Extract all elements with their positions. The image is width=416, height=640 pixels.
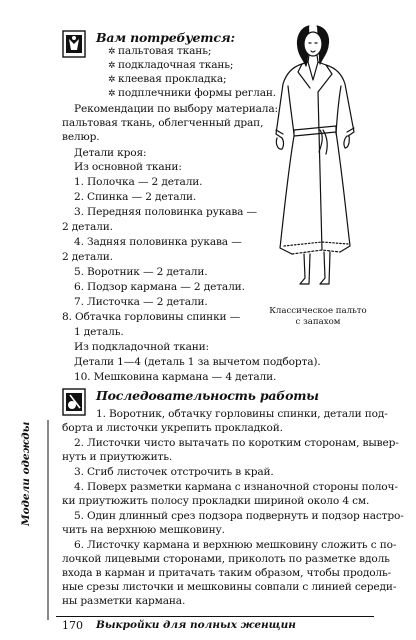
sequence-line: входа в карман и притачать таким образом, чтобы продоль- (62, 567, 392, 579)
sequence-line: 2. Листочки чисто вытачать по коротким сторонам, вывер- (74, 437, 399, 449)
recommend-line: пальтовая ткань, облегченный драп, (62, 117, 264, 129)
recommend-line: Рекомендации по выбору материала: (74, 103, 278, 115)
materials-box-icon (62, 30, 86, 58)
sequence-line: 4. Поверх разметки кармана с изнаночной стороны полоч- (74, 481, 398, 493)
book-title: Выкройки для полных женщин (96, 619, 296, 631)
material-item: ✲ пальтовая ткань; (108, 45, 212, 57)
recommend-line: велюр. (62, 131, 100, 143)
sequence-line: борта и листочки укрепить прокладкой. (62, 422, 283, 434)
side-section-title: Модели одежды (20, 421, 32, 526)
sequence-line: 3. Сгиб листочек отстрочить в край. (74, 466, 274, 478)
footer-rule (56, 616, 374, 617)
parts-line: 8. Обтачка горловины спинки — (62, 311, 241, 323)
parts-line: 7. Листочка — 2 детали. (74, 296, 208, 308)
parts-line: 4. Задняя половинка рукава — (74, 236, 242, 248)
parts-line: 2 детали. (62, 251, 113, 263)
parts-line: 5. Воротник — 2 детали. (74, 266, 208, 278)
page-number: 170 (62, 619, 83, 632)
side-tab-bar (34, 420, 50, 620)
sequence-line: чить на верхнюю мешковину. (62, 524, 225, 536)
sequence-line: лочкой лицевыми сторонами, приколоть по разметке вдоль (62, 553, 390, 565)
parts-line: 1. Полочка — 2 детали. (74, 176, 203, 188)
parts-line: 1 деталь. (74, 326, 124, 338)
sequence-line: 1. Воротник, обтачку горловины спинки, детали под- (96, 408, 388, 420)
parts-lining-line: 10. Мешковина кармана — 4 детали. (74, 371, 277, 383)
material-item: ✲ подплечники формы реглан. (108, 87, 277, 99)
parts-line: 2. Спинка — 2 детали. (74, 191, 197, 203)
parts-line: 3. Передняя половинка рукава — (74, 206, 257, 218)
sequence-line: нуть и приутюжить. (62, 451, 173, 463)
sewing-box-icon (62, 388, 86, 416)
sequence-line: ные срезы листочки и мешковины совпали с линией середи- (62, 581, 397, 593)
material-item: ✲ клеевая прокладка; (108, 73, 227, 85)
parts-title: Детали кроя: (74, 147, 147, 159)
parts-lining-fabric: Из подкладочной ткани: (74, 341, 209, 353)
sequence-heading: Последовательность работы (96, 388, 319, 403)
sequence-line: 6. Листочку кармана и верхнюю мешковину сложить с по- (74, 539, 397, 551)
coat-illustration (262, 22, 372, 292)
material-item: ✲ подкладочная ткань; (108, 59, 234, 71)
materials-heading: Вам потребуется: (96, 30, 235, 45)
sequence-line: ны разметки кармана. (62, 595, 186, 607)
illustration-caption: Классическое пальто с запахом (269, 306, 367, 327)
parts-line: 2 детали. (62, 221, 113, 233)
parts-main-fabric: Из основной ткани: (74, 161, 182, 173)
sequence-line: 5. Один длинный срез подзора подвернуть и подзор настро- (74, 510, 404, 522)
parts-line: 6. Подзор кармана — 2 детали. (74, 281, 245, 293)
parts-lining-line: Детали 1—4 (деталь 1 за вычетом подборта). (74, 356, 321, 368)
sequence-line: ки приутюжить полосу прокладки шириной около 4 см. (62, 495, 370, 507)
